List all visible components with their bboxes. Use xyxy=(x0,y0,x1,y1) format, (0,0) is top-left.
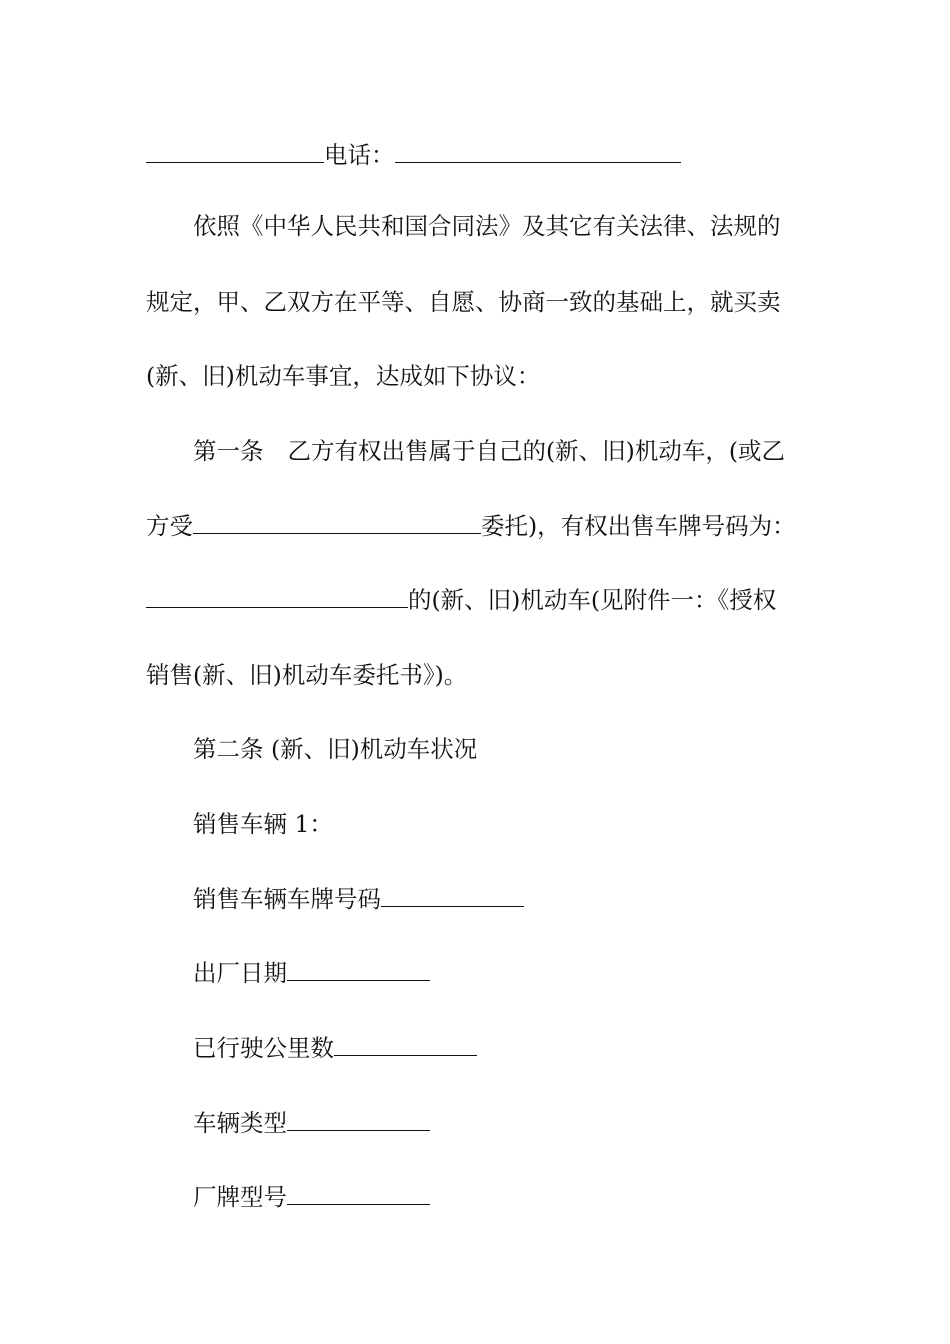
vehicle-title: 销售车辆 1： xyxy=(193,810,333,838)
name-blank[interactable] xyxy=(146,141,324,163)
plate-line xyxy=(193,884,853,914)
article-1-line-1 xyxy=(193,436,853,466)
mileage-line xyxy=(193,1033,853,1063)
plate-label: 销售车辆车牌号码 xyxy=(193,885,381,913)
type-blank[interactable] xyxy=(287,1109,430,1131)
phone-line xyxy=(146,140,806,170)
article-1-text-3: 的(新、旧)机动车(见附件一：《授权 xyxy=(408,586,777,614)
article-1-line-3 xyxy=(146,585,806,615)
paragraph-intro-line-3: (新、旧)机动车事宜，达成如下协议： xyxy=(146,362,541,390)
article-2-heading: 第二条 (新、旧)机动车状况 xyxy=(193,735,478,763)
paragraph-intro-line-1: 依照《中华人民共和国合同法》及其它有关法律、法规的 xyxy=(193,212,781,240)
phone-blank[interactable] xyxy=(395,141,681,163)
phone-label: 电话： xyxy=(324,141,395,169)
principal-blank[interactable] xyxy=(193,512,481,534)
date-line xyxy=(193,958,853,988)
plate-blank[interactable] xyxy=(381,885,524,907)
date-label: 出厂日期 xyxy=(193,959,287,987)
date-blank[interactable] xyxy=(287,959,430,981)
mileage-label: 已行驶公里数 xyxy=(193,1034,334,1062)
article-1-heading: 第一条 xyxy=(193,437,264,465)
model-blank[interactable] xyxy=(287,1183,430,1205)
article-1-text-1: 乙方有权出售属于自己的(新、旧)机动车，(或乙 xyxy=(287,437,786,465)
model-label: 厂牌型号 xyxy=(193,1183,287,1211)
mileage-blank[interactable] xyxy=(334,1034,477,1056)
article-1-line-2 xyxy=(146,511,806,541)
plate-number-blank[interactable] xyxy=(146,586,408,608)
model-line xyxy=(193,1182,853,1212)
article-1-text-2b: 委托)，有权出售车牌号码为： xyxy=(481,512,796,540)
type-label: 车辆类型 xyxy=(193,1109,287,1137)
article-1-text-2a: 方受 xyxy=(146,512,193,540)
article-1-line-4: 销售(新、旧)机动车委托书》)。 xyxy=(146,661,468,689)
paragraph-intro-line-2: 规定，甲、乙双方在平等、自愿、协商一致的基础上，就买卖 xyxy=(146,288,781,316)
type-line xyxy=(193,1108,853,1138)
